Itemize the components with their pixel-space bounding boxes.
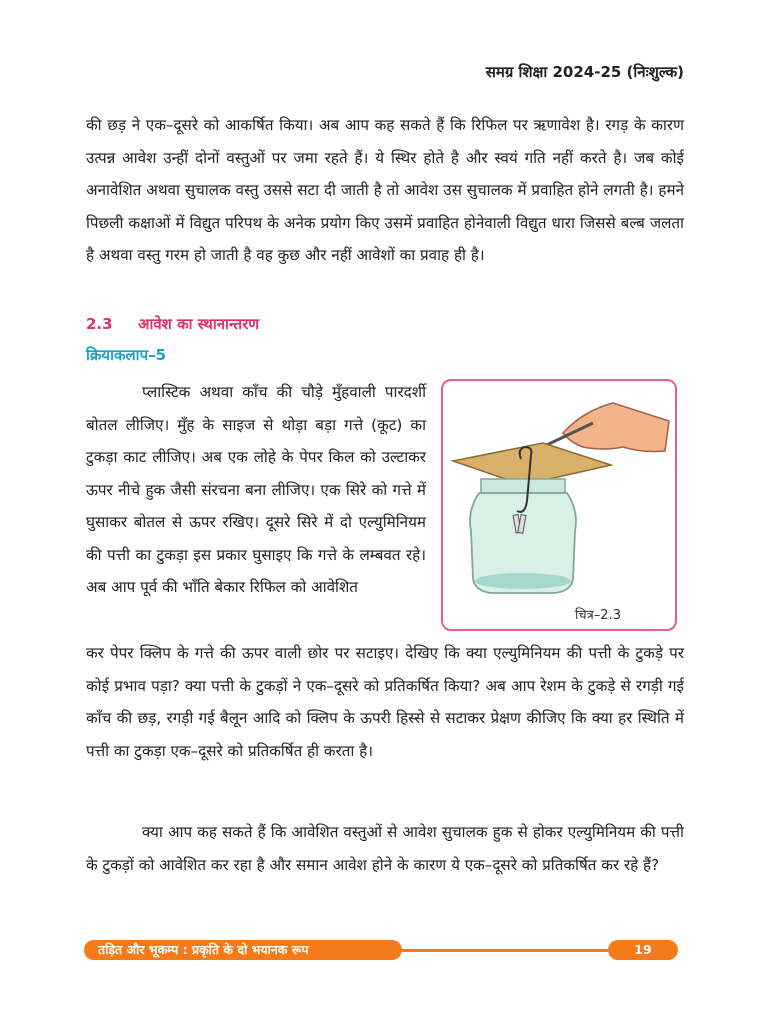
paragraph-intro: की छड़ ने एक–दूसरे को आकर्षित किया। अब आप कह सकते हैं कि रिफिल पर ऋणावेश है। रगड़ के कारण उत्पन्न आवेश उन्हीं दोनों वस्तुओं पर जमा रहते हैं। ये स्थिर होते है और स्वयं गति नहीं करते है। जब कोई अनावेशित अथवा सुचालक वस्तु उससे सटा दी जाती है तो आवेश उस सुचालक में प्रवाहित होने लगती है। हमने पिछली कक्षाओं में विद्युत परिपथ के अनेक प्रयोग किए उसमें प्रवाहित होनेवाली विद्युत धारा जिससे बल्ब जलता है अथवा वस्तु गरम हो जाती है वह कुछ और नहीं आवेशों का प्रवाह ही है। [86, 116, 684, 264]
paragraph-activity-wrapped: प्लास्टिक अथवा काँच की चौड़े मुँहवाली पारदर्शी बोतल लीजिए। मुँह के साइज से थोड़ा बड़ा गत्ते (कूट) का टुकड़ा काट लीजिए। अब एक लोहे के पेपर किल को उल्टाकर ऊपर नीचे हुक जैसी संरचना बना लीजिए। एक सिरे को गत्ते में घुसाकर बोतल से ऊपर रखिए। दूसरे सिरे में दो एल्युमिनियम की पत्ती का टुकड़ा इस प्रकार घुसाइए कि गत्ते के लम्बवत रहे। अब आप पूर्व की भाँति बेकार रिफिल को आवेशित [86, 383, 426, 596]
footer [84, 940, 684, 960]
figure-2-3 [441, 379, 677, 631]
paragraph-conclusion: क्या आप कह सकते हैं कि आवेशित वस्तुओं से आवेश सुचालक हुक से होकर एल्युमिनियम की पत्ती के टुकड़ों को आवेशित कर रहा है और समान आवेश होने के कारण ये एक–दूसरे को प्रतिकर्षित कर रहे हैं? [86, 823, 684, 874]
page-number: 19 [608, 940, 678, 960]
hand-shape [563, 403, 669, 452]
jar-water [475, 573, 571, 589]
section-number: 2.3 [86, 315, 113, 333]
section-title: आवेश का स्थानान्तरण [138, 315, 260, 333]
footer-divider [402, 949, 608, 952]
paragraph-activity-continued: कर पेपर क्लिप के गत्ते की ऊपर वाली छोर पर सटाइए। देखिए कि क्या एल्युमिनियम की पत्ती के टुकड़े पर कोई प्रभाव पड़ा? क्या पत्ती के टुकड़ों ने एक–दूसरे को प्रतिकर्षित किया? अब आप रेशम के टुकड़े से रगड़ी गई काँच की छड़, रगड़ी गई बैलून आदि को क्लिप के ऊपरी हिस्से से सटाकर प्रेक्षण कीजिए कि क्या हर स्थिति में पत्ती का टुकड़ा एक–दूसरे को प्रतिकर्षित ही करता है। [86, 644, 684, 760]
figure-caption: चित्र–2.3 [575, 608, 621, 623]
jar-neck [481, 479, 565, 493]
jar-illustration [443, 381, 675, 629]
section-heading [86, 314, 259, 334]
footer-chapter-title: तड़ित और भूकम्प : प्रकृति के दो भयानक रूप [84, 940, 402, 960]
activity-heading: क्रियाकलाप–5 [86, 346, 167, 364]
page-header: समग्र शिक्षा 2024-25 (निःशुल्क) [485, 63, 684, 81]
